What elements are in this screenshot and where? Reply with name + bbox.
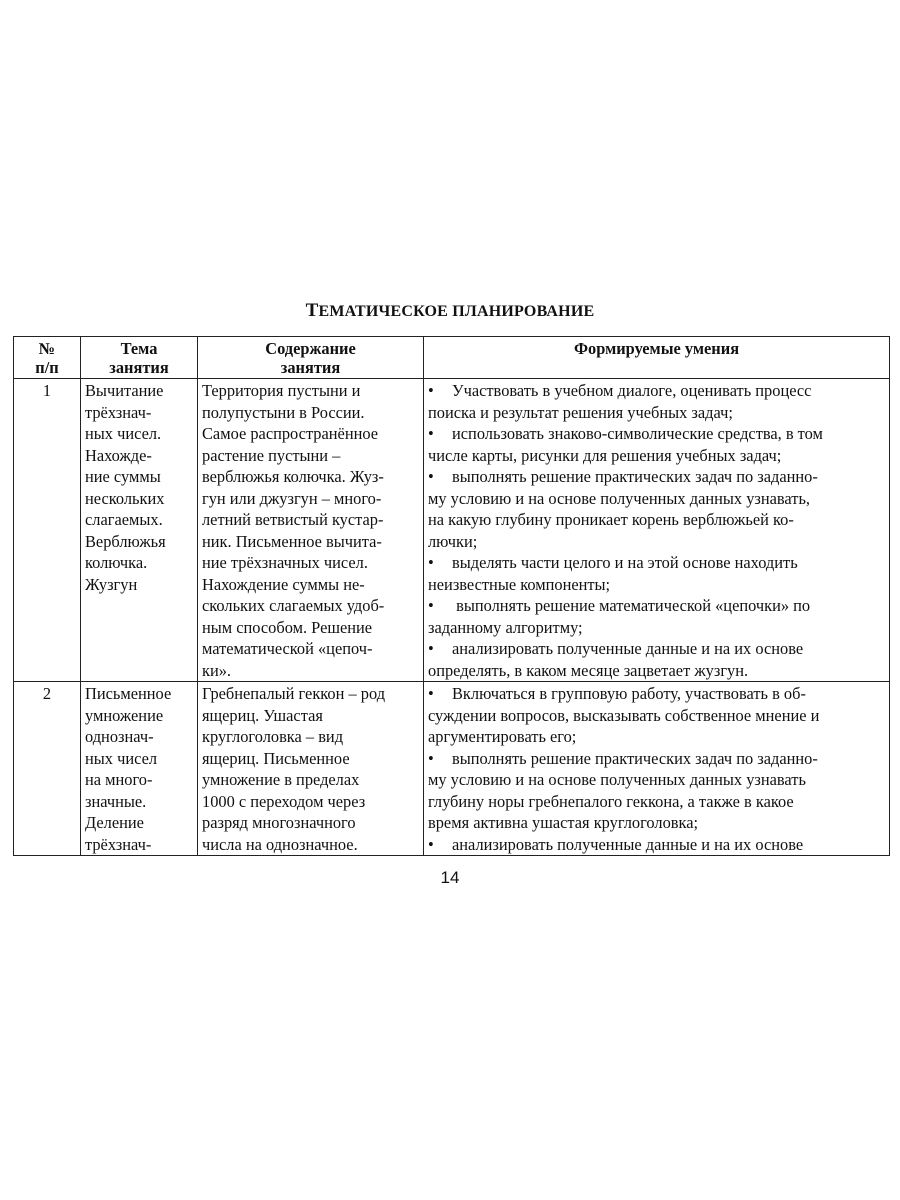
content-line: ние трёхзначных чисел. bbox=[202, 553, 368, 572]
row-number: 2 bbox=[14, 682, 81, 856]
page-title: ТЕМАТИЧЕСКОЕ ПЛАНИРОВАНИЕ bbox=[305, 300, 595, 321]
skill-line bbox=[428, 812, 883, 834]
bullet-icon: • bbox=[428, 639, 434, 658]
content-line: верблюжья колючка. Жуз- bbox=[202, 467, 384, 486]
skill-item bbox=[428, 380, 883, 423]
skill-item bbox=[428, 466, 883, 552]
bullet-icon: • bbox=[428, 834, 434, 854]
row-number: 1 bbox=[14, 379, 81, 682]
row-topic bbox=[81, 682, 198, 856]
skill-text: поиска и результат решения учебных задач; bbox=[428, 402, 733, 422]
content-line: гун или джузгун – много- bbox=[202, 488, 382, 508]
skill-item bbox=[428, 423, 883, 466]
row-content bbox=[198, 379, 424, 682]
topic-line: трёхзнач- bbox=[85, 834, 152, 854]
skill-item bbox=[428, 834, 883, 856]
header-num: № п/п bbox=[14, 337, 81, 379]
skill-line bbox=[428, 509, 883, 531]
content-line: ки». bbox=[202, 660, 232, 680]
header-skills: Формируемые умения bbox=[424, 337, 890, 379]
row-skills bbox=[424, 379, 890, 682]
table-row bbox=[14, 682, 890, 856]
content-line: числа на однозначное. bbox=[202, 834, 358, 854]
bullet-icon: • bbox=[428, 424, 434, 443]
skill-line bbox=[428, 705, 883, 727]
bullet-icon: • bbox=[428, 748, 434, 768]
topic-line: трёхзнач- bbox=[85, 402, 152, 422]
bullet-icon: • bbox=[428, 684, 434, 703]
planning-table bbox=[13, 336, 890, 856]
skill-item bbox=[428, 552, 883, 595]
skill-line bbox=[428, 488, 883, 510]
topic-line: однознач- bbox=[85, 727, 154, 746]
skill-item bbox=[428, 683, 883, 748]
content-line: математической «цепоч- bbox=[202, 639, 373, 658]
skill-text: му условию и на основе полученных данных узнавать bbox=[428, 770, 806, 789]
skill-line bbox=[428, 726, 883, 748]
header-content: Содержание занятия bbox=[198, 337, 424, 379]
content-line: круглоголовка – вид bbox=[202, 727, 344, 746]
page-number: 14 bbox=[440, 868, 460, 887]
topic-line: Нахожде- bbox=[85, 445, 152, 465]
skill-item bbox=[428, 748, 883, 834]
skill-line bbox=[428, 574, 883, 596]
topic-line: умножение bbox=[85, 705, 164, 725]
skill-text: суждении вопросов, высказывать собственное мнение и bbox=[428, 705, 820, 725]
content-line: Гребнепалый геккон – род bbox=[202, 684, 386, 703]
table-row bbox=[14, 379, 890, 682]
skill-text: Участвовать в учебном диалоге, оценивать процесс bbox=[452, 381, 812, 400]
content-line: 1000 с переходом через bbox=[202, 791, 366, 811]
row-topic bbox=[81, 379, 198, 682]
topic-line: на много- bbox=[85, 770, 153, 789]
header-topic: Тема занятия bbox=[81, 337, 198, 379]
skill-line bbox=[428, 466, 883, 488]
skill-text: выполнять решение практических задач по заданно- bbox=[452, 748, 818, 768]
skill-line bbox=[428, 791, 883, 813]
skill-line bbox=[428, 445, 883, 467]
skill-text: заданному алгоритму; bbox=[428, 617, 583, 637]
content-line: ящериц. Письменное bbox=[202, 748, 350, 768]
skill-line bbox=[428, 834, 883, 856]
skill-line bbox=[428, 660, 883, 682]
topic-line: значные. bbox=[85, 791, 147, 811]
content-line: разряд многозначного bbox=[202, 813, 356, 832]
topic-line: Деление bbox=[85, 813, 144, 832]
content-line: растение пустыни – bbox=[202, 445, 341, 465]
content-line: Нахождение суммы не- bbox=[202, 574, 365, 594]
skill-item bbox=[428, 638, 883, 681]
skill-text: му условию и на основе полученных данных узнавать, bbox=[428, 488, 811, 508]
content-line: ящериц. Ушастая bbox=[202, 705, 323, 725]
skill-text: выделять части целого и на этой основе находить bbox=[452, 553, 798, 572]
skill-text: анализировать полученные данные и на их основе bbox=[452, 834, 804, 854]
skill-line bbox=[428, 683, 883, 705]
topic-line: ных чисел bbox=[85, 748, 158, 768]
bullet-icon: • bbox=[428, 381, 434, 400]
topic-line: колючка. bbox=[85, 553, 148, 572]
skill-line bbox=[428, 531, 883, 553]
table-header-row bbox=[14, 337, 890, 379]
skill-text: выполнять решение математической «цепочки» по bbox=[452, 596, 811, 615]
skill-text: аргументировать его; bbox=[428, 727, 577, 746]
skill-line bbox=[428, 638, 883, 660]
skill-line bbox=[428, 552, 883, 574]
content-line: ник. Письменное вычита- bbox=[202, 531, 382, 551]
bullet-icon: • bbox=[428, 596, 434, 615]
skill-line bbox=[428, 769, 883, 791]
skill-line bbox=[428, 380, 883, 402]
topic-line: Жузгун bbox=[85, 574, 138, 594]
row-skills bbox=[424, 682, 890, 856]
topic-line: Письменное bbox=[85, 684, 172, 703]
topic-line: ных чисел. bbox=[85, 424, 162, 443]
skill-text: Включаться в групповую работу, участвовать в об- bbox=[452, 684, 806, 703]
content-line: скольких слагаемых удоб- bbox=[202, 596, 385, 615]
skill-line bbox=[428, 748, 883, 770]
topic-line: ние суммы bbox=[85, 467, 161, 486]
row-content bbox=[198, 682, 424, 856]
topic-line: Вычитание bbox=[85, 381, 164, 400]
skill-line bbox=[428, 423, 883, 445]
skill-text: время активна ушастая круглоголовка; bbox=[428, 813, 699, 832]
skill-text: лючки; bbox=[428, 531, 478, 551]
content-line: ным способом. Решение bbox=[202, 617, 373, 637]
content-line: летний ветвистый кустар- bbox=[202, 510, 384, 529]
content-line: полупустыни в России. bbox=[202, 402, 365, 422]
skill-line bbox=[428, 595, 883, 617]
topic-line: Верблюжья bbox=[85, 531, 166, 551]
skill-text: анализировать полученные данные и на их основе bbox=[452, 639, 804, 658]
skill-text: неизвестные компоненты; bbox=[428, 574, 611, 594]
skill-text: выполнять решение практических задач по заданно- bbox=[452, 467, 818, 486]
topic-line: нескольких bbox=[85, 488, 165, 508]
bullet-icon: • bbox=[428, 553, 434, 572]
skill-text: на какую глубину проникает корень верблюжьей ко- bbox=[428, 510, 794, 529]
topic-line: слагаемых. bbox=[85, 510, 163, 529]
skill-text: использовать знаково-символические средства, в том bbox=[452, 424, 823, 443]
skill-text: числе карты, рисунки для решения учебных задач; bbox=[428, 445, 782, 465]
skill-item bbox=[428, 595, 883, 638]
skill-line bbox=[428, 617, 883, 639]
skill-text: глубину норы гребнепалого геккона, а также в какое bbox=[428, 791, 794, 811]
content-line: Самое распространённое bbox=[202, 424, 379, 443]
bullet-icon: • bbox=[428, 467, 434, 486]
skill-text: определять, в каком месяце зацветает жузгун. bbox=[428, 660, 749, 680]
skill-line bbox=[428, 402, 883, 424]
content-line: умножение в пределах bbox=[202, 770, 360, 789]
content-line: Территория пустыни и bbox=[202, 381, 361, 400]
